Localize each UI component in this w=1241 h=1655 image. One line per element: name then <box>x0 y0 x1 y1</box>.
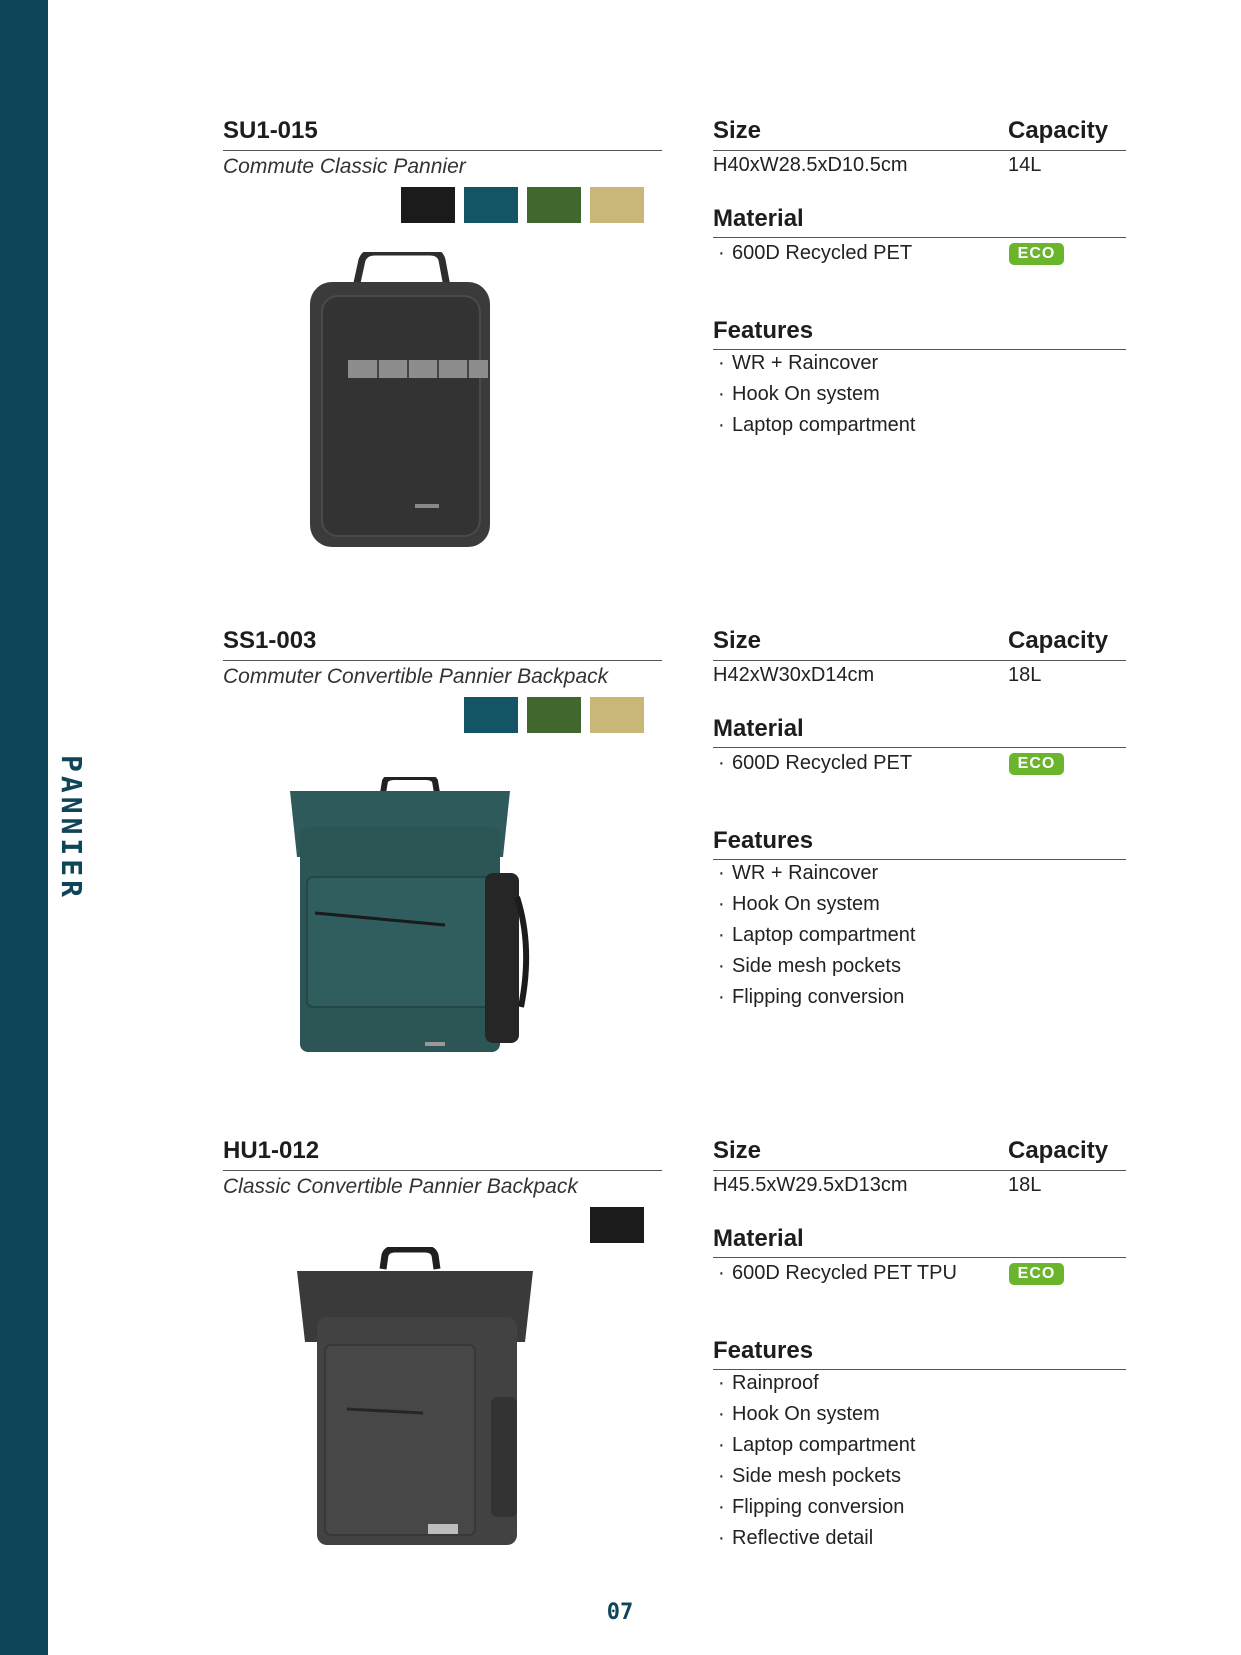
capacity-heading: Capacity <box>1008 1137 1109 1164</box>
bag-illustration <box>285 777 540 1057</box>
color-swatch <box>590 187 644 223</box>
divider <box>223 150 662 151</box>
eco-badge: ECO <box>1009 243 1064 265</box>
features-heading: Features <box>713 317 814 344</box>
color-swatch <box>527 187 581 223</box>
feature-item: · Laptop compartment <box>718 1434 916 1456</box>
divider <box>713 859 1126 860</box>
product-name: Commuter Convertible Pannier Backpack <box>223 665 609 688</box>
feature-item: · WR + Raincover <box>718 352 879 374</box>
feature-item: · Hook On system <box>718 383 880 405</box>
product-name: Classic Convertible Pannier Backpack <box>223 1175 578 1198</box>
divider <box>713 237 1126 238</box>
material-heading: Material <box>713 205 804 232</box>
size-value: H40xW28.5xD10.5cm <box>713 154 908 176</box>
product-block <box>0 117 1241 617</box>
feature-item: · Hook On system <box>718 1403 880 1425</box>
color-swatch <box>590 697 644 733</box>
feature-item: · Flipping conversion <box>718 1496 905 1518</box>
eco-badge: ECO <box>1009 753 1064 775</box>
size-heading: Size <box>713 1137 762 1164</box>
size-value: H42xW30xD14cm <box>713 664 875 686</box>
feature-item: · Reflective detail <box>718 1527 874 1549</box>
product-block <box>0 1137 1241 1607</box>
divider <box>713 1369 1126 1370</box>
product-code: SS1-003 <box>223 627 317 654</box>
product-code: SU1-015 <box>223 117 318 144</box>
features-heading: Features <box>713 827 814 854</box>
material-value: · 600D Recycled PET <box>718 752 913 774</box>
divider <box>223 1170 662 1171</box>
divider <box>713 150 1126 151</box>
color-swatches <box>401 187 644 223</box>
divider <box>713 1257 1126 1258</box>
capacity-heading: Capacity <box>1008 627 1109 654</box>
capacity-value: 18L <box>1008 664 1042 686</box>
feature-item: · Laptop compartment <box>718 414 916 436</box>
section-label: PANNIER <box>55 755 88 902</box>
divider <box>713 747 1126 748</box>
color-swatches <box>590 1207 644 1243</box>
eco-badge: ECO <box>1009 1263 1064 1285</box>
bag-illustration <box>295 1247 540 1547</box>
feature-item: · Hook On system <box>718 893 880 915</box>
divider <box>713 349 1126 350</box>
bag-illustration <box>300 252 500 552</box>
capacity-value: 14L <box>1008 154 1042 176</box>
divider <box>713 660 1126 661</box>
size-heading: Size <box>713 117 762 144</box>
divider <box>713 1170 1126 1171</box>
material-heading: Material <box>713 715 804 742</box>
color-swatches <box>464 697 644 733</box>
feature-item: · WR + Raincover <box>718 862 879 884</box>
page-number: 07 <box>606 1600 634 1625</box>
feature-item: · Side mesh pockets <box>718 955 901 977</box>
features-heading: Features <box>713 1337 814 1364</box>
feature-item: · Rainproof <box>718 1372 819 1394</box>
color-swatch <box>464 187 518 223</box>
product-name: Commute Classic Pannier <box>223 155 466 178</box>
divider <box>223 660 662 661</box>
color-swatch <box>464 697 518 733</box>
material-heading: Material <box>713 1225 804 1252</box>
feature-item: · Laptop compartment <box>718 924 916 946</box>
size-heading: Size <box>713 627 762 654</box>
capacity-heading: Capacity <box>1008 117 1109 144</box>
capacity-value: 18L <box>1008 1174 1042 1196</box>
feature-item: · Side mesh pockets <box>718 1465 901 1487</box>
material-value: · 600D Recycled PET <box>718 242 913 264</box>
material-value: · 600D Recycled PET TPU <box>718 1262 957 1284</box>
product-code: HU1-012 <box>223 1137 320 1164</box>
color-swatch <box>401 187 455 223</box>
color-swatch <box>590 1207 644 1243</box>
product-block <box>0 627 1241 1127</box>
size-value: H45.5xW29.5xD13cm <box>713 1174 908 1196</box>
feature-item: · Flipping conversion <box>718 986 905 1008</box>
color-swatch <box>527 697 581 733</box>
